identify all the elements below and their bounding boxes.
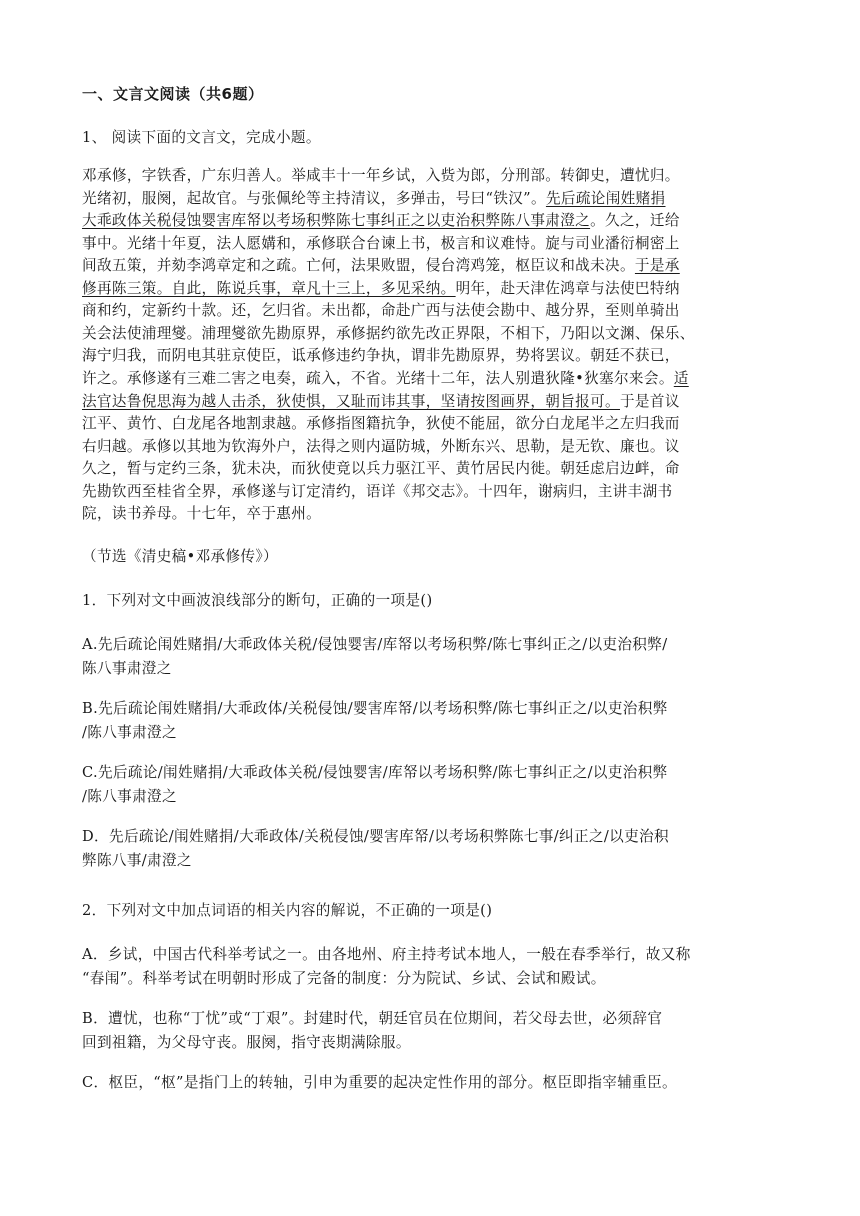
passage-line <box>82 277 680 301</box>
passage-line <box>82 390 680 414</box>
passage-text: 江平、黄竹、白龙尾各地割隶越。承修指图籍抗争，狄使不能屈，欲分白龙尾半之左归我而 <box>82 415 680 433</box>
passage-text: 关会法使浦理燮。浦理燮欲先勘原界，承修据约欲先改正界限，不相下，乃阳以文渊、保乐、 <box>82 324 695 342</box>
passage-line <box>82 164 680 188</box>
option-line: D．先后疏论/闱姓赌捐/大乖政体/关税侵蚀/婴害库帑/以考场积弊陈七事/纠正之/以吏治积 <box>82 828 669 845</box>
passage-text: 许之。承修遂有三难二害之电奏，疏入，不省。光绪十二年，法人别遣狄隆•狄塞尔来会。 <box>82 369 674 387</box>
option-line: 回到祖籍，为父母守丧。服阕，指守丧期满除服。 <box>82 1034 411 1051</box>
option-line: /陈八事肃澄之 <box>82 788 177 805</box>
underlined-text: 法官达鲁倪思海为越人击杀，狄使惧，又耻而讳其事，坚请按图画界，朝旨报可。 <box>82 392 620 410</box>
passage-text: 院，读书养母。十七年，卒于惠州。 <box>82 505 322 523</box>
question-intro: 1、 阅读下面的文言文，完成小题。 <box>82 129 321 146</box>
passage-text: 光绪初，服阕，起故官。与张佩纶等主持清议，多弹击，号曰“铁汉”。 <box>82 189 546 207</box>
passage-text: 。久之，迁给 <box>590 212 680 230</box>
option-line: B．遭忧，也称“丁忧”或“丁艰”。封建时代，朝廷官员在位期间，若父母去世，必须辞官 <box>82 1010 663 1027</box>
passage-line <box>82 457 680 481</box>
passage-line <box>82 254 680 278</box>
passage-text: 商和约，定新约十款。还，乞归省。未出都，命赴广西与法使会勘中、越分界，至则单骑出 <box>82 302 680 320</box>
passage-text: 海宁归我，而阴电其驻京使臣，诋承修违约争执，谓非先勘原界，势将罢议。朝廷不获已， <box>82 347 680 365</box>
underlined-text: 修再陈三策。自此，陈说兵事，章凡十三上，多见采纳。 <box>82 279 456 297</box>
option-line: C．枢臣，“枢”是指门上的转轴，引申为重要的起决定性作用的部分。枢臣即指宰辅重臣。 <box>82 1074 678 1091</box>
passage-line <box>82 367 689 391</box>
passage-line <box>82 299 680 323</box>
passage-line <box>82 232 680 256</box>
option-line: “春闱”。科举考试在明朝时形成了完备的制度：分为院试、乡试、会试和殿试。 <box>82 970 606 987</box>
option-line: A.先后疏论闱姓赌捐/大乖政体关税/侵蚀婴害/库帑以考场积弊/陈七事纠正之/以吏治积弊/ <box>82 636 668 653</box>
passage-line <box>82 322 695 346</box>
passage-line <box>82 502 321 526</box>
option-line: C.先后疏论/闱姓赌捐/大乖政体关税/侵蚀婴害/库帑以考场积弊/陈七事纠正之/以吏治积弊 <box>82 764 668 781</box>
option-line: /陈八事肃澄之 <box>82 724 177 741</box>
option-line: 陈八事肃澄之 <box>82 660 172 677</box>
underlined-text: 先后疏论闱姓赌捐 <box>545 189 666 207</box>
passage-text: 间敌五策，并劾李鸿章定和之疏。亡何，法果败盟，侵台湾鸡笼，枢臣议和战未决。 <box>82 257 635 275</box>
q2-stem: 2．下列对文中加点词语的相关内容的解说，不正确的一项是() <box>82 902 493 919</box>
underlined-text: 适 <box>673 369 689 387</box>
passage-line <box>82 480 672 504</box>
section-title: 一、文言文阅读（共6题） <box>82 85 264 103</box>
passage-text: 于是首议 <box>619 392 680 410</box>
passage-line <box>82 209 680 233</box>
passage-line <box>82 187 666 211</box>
underlined-text: 大乖政体关税侵蚀婴害库帑以考场积弊陈七事纠正之以吏治积弊陈八事肃澄之 <box>82 212 591 230</box>
passage-text: 邓承修，字铁香，广东归善人。举咸丰十一年乡试，入赀为郎，分刑部。转御史，遭忧归。 <box>82 167 680 184</box>
passage-text: 先勘钦西至桂省全界，承修遂与订定清约，语详《邦交志》。十四年，谢病归，主讲丰湖书 <box>82 482 673 500</box>
option-line: B.先后疏论闱姓赌捐/大乖政体/关税侵蚀/婴害库帑/以考场积弊/陈七事纠正之/以吏治积弊 <box>82 700 668 717</box>
passage-text: 事中。光绪十年夏，法人愿媾和，承修联合台谏上书，极言和议难恃。旋与司业潘衍桐密上 <box>82 234 680 252</box>
passage-text: 明年，赴天津佐鸿章与法使巴特纳 <box>455 279 680 297</box>
passage-text: 久之，暂与定约三条，犹未决，而狄使竟以兵力驱江平、黄竹居民内徙。朝廷虑启边衅，命 <box>82 460 680 478</box>
passage-line <box>82 344 680 368</box>
source-note: （节选《清史稿•邓承修传》） <box>82 548 278 565</box>
q1-stem: 1．下列对文中画波浪线部分的断句，正确的一项是() <box>82 592 433 609</box>
option-line: A．乡试，中国古代科举考试之一。由各地州、府主持考试本地人，一般在春季举行，故又称 <box>82 946 691 963</box>
option-line: 弊陈八事/肃澄之 <box>82 852 192 869</box>
passage-line <box>82 435 680 459</box>
passage-text: 右归越。承修以其地为钦海外户，法得之则内逼防城，外断东兴、思勒，是无钦、廉也。议 <box>82 437 680 455</box>
underlined-text: 于是承 <box>634 257 680 275</box>
passage-line <box>82 412 680 436</box>
